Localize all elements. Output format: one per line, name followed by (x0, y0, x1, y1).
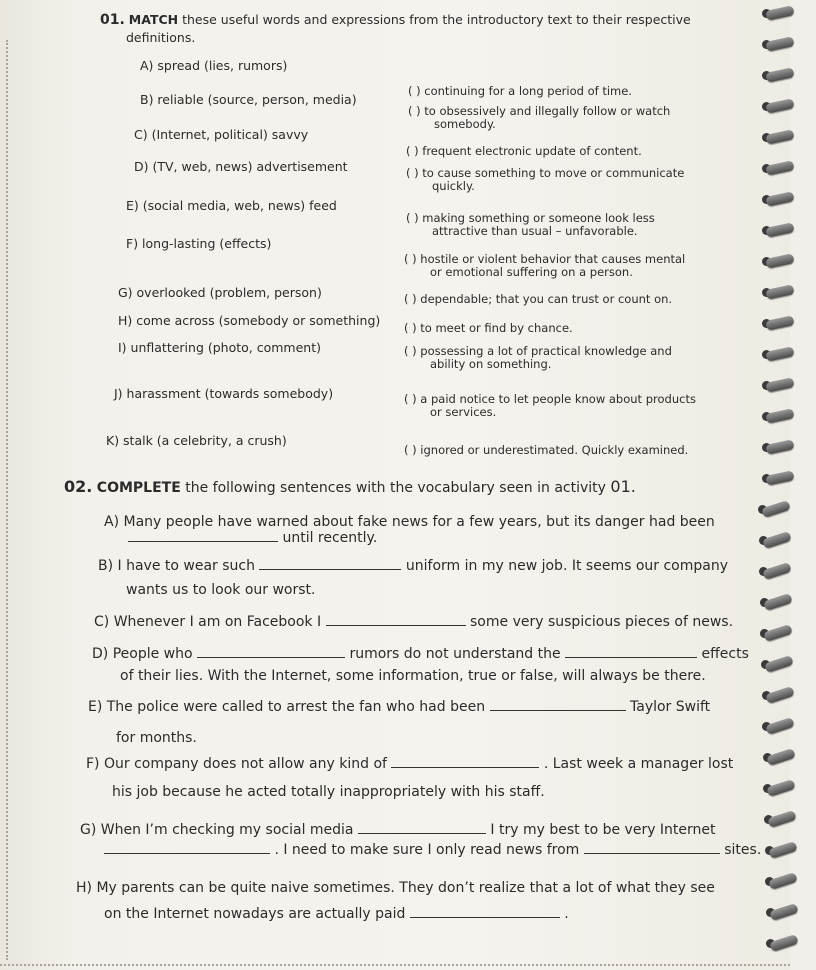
definition-9: ( ) possessing a lot of practical knowledge and ability on something. (404, 344, 672, 371)
binding-ring (765, 686, 795, 704)
definition-8: ( ) to meet or find by chance. (404, 321, 573, 335)
sentence-e-line1: E) The police were called to arrest the fan who had been Taylor Swift (88, 699, 711, 715)
sentence-g-line2: . I need to make sure I only read news from sites. (104, 842, 761, 858)
activity2-instruction (64, 477, 636, 496)
binding-ring (765, 129, 794, 145)
sentence-f-line1: F) Our company does not allow any kind of . Last week a manager lost (86, 756, 734, 772)
definition-1: ( ) continuing for a long period of time. (408, 84, 632, 98)
blank-a[interactable] (128, 540, 278, 542)
binding-ring (767, 810, 797, 828)
binding-ring (765, 470, 794, 486)
definition-10: ( ) a paid notice to let people know about products or services. (404, 392, 696, 419)
blank-e[interactable] (490, 709, 626, 711)
binding-ring (762, 531, 792, 549)
binding-ring (768, 872, 798, 890)
blank-g3[interactable] (584, 852, 720, 854)
activity1-keyword: MATCH (128, 12, 179, 27)
sentence-e-line2: for months. (116, 730, 197, 746)
definition-2: ( ) to obsessively and illegally follow or watch somebody. (408, 104, 671, 131)
activity2-instruction-text: the following sentences with the vocabulary seen in activity (185, 480, 606, 496)
binding-ring (765, 160, 794, 176)
sentence-h-line2: on the Internet nowadays are actually paid . (104, 906, 569, 922)
binding-ring (765, 408, 794, 424)
sentence-a-line2: until recently. (128, 530, 377, 546)
binding-ring (765, 5, 794, 21)
blank-f[interactable] (391, 766, 539, 768)
binding-ring (764, 624, 794, 642)
term-k: K) stalk (a celebrity, a crush) (106, 433, 287, 448)
blank-h[interactable] (410, 916, 560, 918)
definition-6: ( ) hostile or violent behavior that causes mental or emotional suffering on a person. (404, 252, 686, 279)
binding-ring (764, 655, 794, 673)
activity2-number: 02. (64, 477, 93, 496)
binding-ring (769, 903, 799, 921)
sentence-c: C) Whenever I am on Facebook I some very suspicious pieces of news. (94, 614, 734, 630)
term-g: G) overlooked (problem, person) (118, 285, 322, 300)
activity1-instruction-line2: definitions. (126, 30, 196, 45)
sentence-b-line1: B) I have to wear such uniform in my new job. It seems our company (98, 558, 728, 574)
sentence-b-line2: wants us to look our worst. (126, 582, 316, 598)
page-dotted-margin (6, 40, 8, 960)
binding-ring (770, 934, 800, 952)
binding-ring (765, 191, 794, 207)
blank-b[interactable] (259, 568, 401, 570)
binding-ring (765, 346, 794, 362)
term-a: A) spread (lies, rumors) (140, 58, 288, 73)
definition-7: ( ) dependable; that you can trust or count on. (404, 292, 673, 306)
binding-ring (765, 67, 794, 83)
sentence-h-line1: H) My parents can be quite naive sometimes. They don’t realize that a lot of what they see (76, 880, 715, 896)
term-d: D) (TV, web, news) advertisement (134, 159, 348, 174)
binding-ring (763, 593, 793, 611)
term-f: F) long-lasting (effects) (126, 236, 272, 251)
definition-4: ( ) to cause something to move or communicate quickly. (406, 166, 685, 193)
blank-g2[interactable] (104, 852, 270, 854)
sentence-a-line1: A) Many people have warned about fake news for a few years, but its danger had been (104, 514, 715, 530)
binding-ring (765, 284, 794, 300)
blank-d1[interactable] (197, 656, 345, 658)
definition-11: ( ) ignored or underestimated. Quickly examined. (404, 443, 689, 457)
blank-c[interactable] (326, 624, 466, 626)
binding-ring (767, 779, 797, 797)
binding-ring (765, 222, 794, 238)
binding-ring (766, 748, 796, 766)
binding-ring (765, 377, 794, 393)
sentence-g-line1: G) When I’m checking my social media I try my best to be very Internet (80, 822, 716, 838)
activity1-instruction-text: these useful words and expressions from the introductory text to their respective (182, 12, 691, 27)
term-h: H) come across (somebody or something) (118, 313, 381, 328)
term-j: J) harassment (towards somebody) (114, 386, 334, 401)
sentence-f-line2: his job because he acted totally inappropriately with his staff. (112, 784, 545, 800)
activity1-number: 01. (100, 12, 125, 28)
binding-ring (765, 36, 794, 52)
page-dotted-bottom (0, 964, 790, 966)
term-b: B) reliable (source, person, media) (140, 92, 357, 107)
term-e: E) (social media, web, news) feed (126, 198, 337, 213)
definition-5: ( ) making something or someone look less attractive than usual – unfavorable. (406, 211, 655, 238)
blank-g1[interactable] (358, 832, 486, 834)
binding-ring (765, 315, 794, 331)
sentence-d-line2: of their lies. With the Internet, some information, true or false, will always be there. (120, 668, 706, 684)
binding-ring (765, 717, 795, 735)
binding-ring (765, 98, 794, 114)
blank-d2[interactable] (565, 656, 697, 658)
sentence-d-line1: D) People who rumors do not understand the effects (92, 646, 749, 662)
binding-ring (762, 562, 792, 580)
binding-ring (765, 439, 794, 455)
binding-ring (768, 841, 798, 859)
binding-ring (765, 253, 794, 269)
spiral-binding (756, 0, 816, 970)
activity2-instruction-ref: 01. (610, 477, 636, 496)
definition-3: ( ) frequent electronic update of content. (406, 144, 642, 158)
term-i: I) unflattering (photo, comment) (118, 340, 321, 355)
binding-ring (761, 500, 791, 518)
term-c: C) (Internet, political) savvy (134, 127, 309, 142)
activity1-instruction (100, 12, 691, 28)
activity2-keyword: COMPLETE (96, 480, 181, 496)
